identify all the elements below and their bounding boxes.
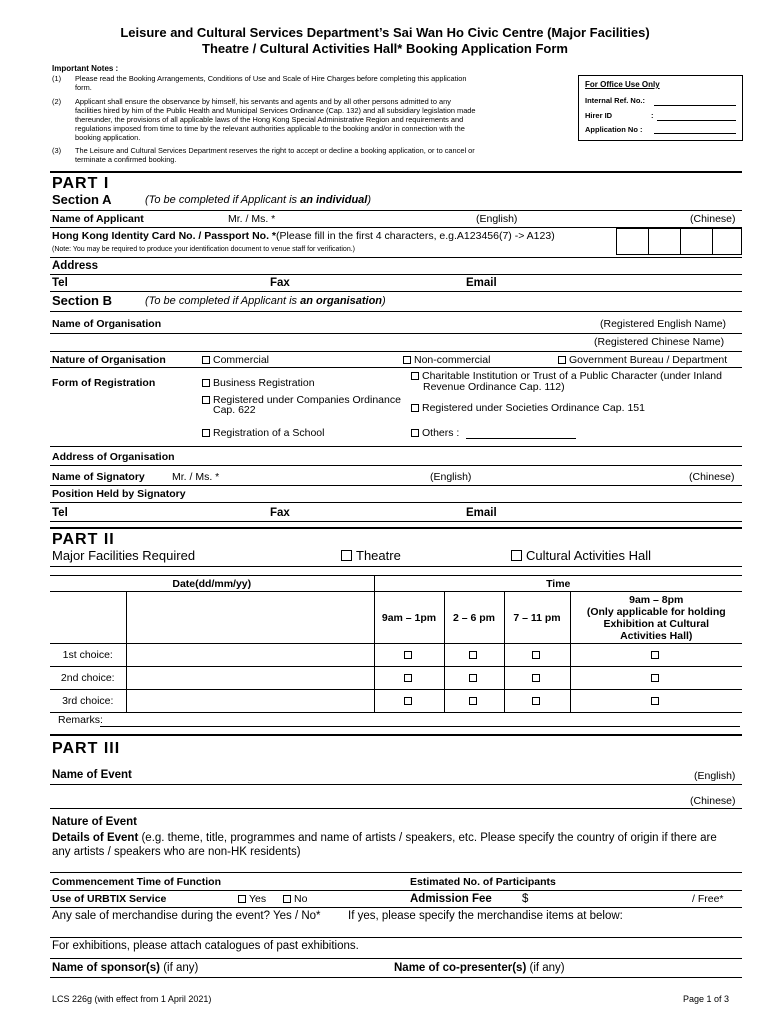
rule [50,257,742,258]
rule [50,890,742,891]
theatre-checkbox[interactable] [341,550,352,561]
date-header: Date(dd/mm/yy) [50,576,374,592]
part1-title: PART I [52,175,110,192]
choice-3-slot2[interactable] [444,690,504,713]
part2-title: PART II [52,531,115,548]
merchandise-if-yes: If yes, please specify the merchandise items at below: [348,910,623,922]
applicant-chinese: (Chinese) [690,213,736,225]
position-label: Position Held by Signatory [52,488,186,500]
note-3: The Leisure and Cultural Services Department reserves the right to accept or decline a booking application, or to cancel or terminate a confirmed booking. [75,146,475,164]
table-row [50,644,742,667]
form-code: LCS 226g (with effect from 1 April 2021) [52,994,212,1004]
urbtix-yes[interactable]: Yes [238,893,266,905]
rule [50,274,742,275]
event-chinese: (Chinese) [690,795,736,807]
fax-label: Fax [270,277,290,289]
divider [680,228,681,255]
gov-option[interactable]: Government Bureau / Department [558,354,727,366]
slot-1-header: 9am – 1pm [374,592,444,644]
urbtix-yes-checkbox[interactable] [238,895,246,903]
slot-4-header: 9am – 8pm (Only applicable for holding Exhibition at Cultural Activities Hall) [570,592,742,644]
choice-1-slot4[interactable] [570,644,742,667]
applicant-title: Mr. / Ms. * [228,213,276,225]
choice-3-slot3[interactable] [504,690,570,713]
time-header: Time [374,576,742,592]
remarks-field[interactable] [100,726,740,727]
notes-heading: Important Notes : [52,64,119,73]
charitable-checkbox[interactable] [411,372,419,380]
choice-1-slot2[interactable] [444,644,504,667]
applicant-name-label: Name of Applicant [52,213,144,225]
facilities-label: Major Facilities Required [52,548,196,563]
noncommercial-checkbox[interactable] [403,356,411,364]
choice-2-slot4[interactable] [570,667,742,690]
org-reg-english: (Registered English Name) [600,318,727,330]
event-name-label: Name of Event [52,769,132,781]
sectionA-note: (To be completed if Applicant is an individual) [145,194,372,206]
form-title-line2: Theatre / Cultural Activities Hall* Booking Application Form [202,41,568,56]
gov-checkbox[interactable] [558,356,566,364]
form-reg-label: Form of Registration [52,377,156,389]
urbtix-label: Use of URBTIX Service [52,893,167,905]
business-checkbox[interactable] [202,379,210,387]
divider [648,228,649,255]
others-field[interactable] [466,438,576,439]
checkbox-icon[interactable] [651,651,659,659]
others-option[interactable]: Others : [411,427,459,439]
checkbox-icon[interactable] [469,651,477,659]
org-reg-chinese: (Registered Chinese Name) [594,336,725,348]
theatre-option[interactable]: Theatre [341,548,401,563]
slot-3-header: 7 – 11 pm [504,592,570,644]
rule [50,977,742,978]
checkbox-icon[interactable] [651,697,659,705]
charitable-option[interactable]: Charitable Institution or Trust of a Public Character (under Inland Revenue Ordinance Cap. 112) [411,371,741,393]
choice-2-date[interactable] [126,667,374,690]
date-blank [50,592,126,644]
admission-free: / Free* [692,893,724,905]
hirer-id-field[interactable] [657,120,736,121]
sectionA-title: Section A [52,192,112,207]
hkid-label: Hong Kong Identity Card No. / Passport No. *(Please fill in the first 4 characters, e.g.A123456(7) -> A123) [52,230,555,242]
form-title-line1: Leisure and Cultural Services Department’s Sai Wan Ho Civic Centre (Major Facilities) [120,25,650,40]
checkbox-icon[interactable] [404,674,412,682]
part1-rule [50,171,742,173]
org-address-label: Address of Organisation [52,451,175,463]
commencement-label: Commencement Time of Function [52,876,221,888]
choice-3-slot4[interactable] [570,690,742,713]
checkbox-icon[interactable] [532,651,540,659]
office-use-heading: For Office Use Only [585,80,660,89]
org-email-label: Email [466,507,497,519]
rule [50,566,742,567]
rule [50,521,742,522]
checkbox-icon[interactable] [532,674,540,682]
org-name-label: Name of Organisation [52,318,162,330]
note-1-num: (1) [52,74,62,83]
cah-checkbox[interactable] [511,550,522,561]
others-checkbox[interactable] [411,429,419,437]
address-label: Address [52,260,99,272]
office-use-box [578,75,743,141]
urbtix-no-checkbox[interactable] [283,895,291,903]
slot-2-header: 2 – 6 pm [444,592,504,644]
page-number: Page 1 of 3 [683,994,730,1004]
checkbox-icon[interactable] [532,697,540,705]
checkbox-icon[interactable] [404,697,412,705]
commercial-option[interactable]: Commercial [202,354,269,366]
checkbox-icon[interactable] [469,674,477,682]
choice-3-slot1[interactable] [374,690,444,713]
note-3-num: (3) [52,146,62,155]
choice-1-slot3[interactable] [504,644,570,667]
cah-option[interactable]: Cultural Activities Hall [511,548,651,563]
signatory-label: Name of Signatory [52,471,145,483]
rule [50,210,742,211]
choice-1-label: 1st choice: [50,644,126,667]
divider [712,228,713,255]
commercial-checkbox[interactable] [202,356,210,364]
copresenter-label: Name of co-presenter(s) (if any) [394,962,565,974]
nature-label: Nature of Organisation [52,354,166,366]
school-checkbox[interactable] [202,429,210,437]
choice-2-label: 2nd choice: [50,667,126,690]
signatory-english: (English) [430,471,472,483]
hirer-id-label: Hirer ID [585,111,613,120]
choice-3-date[interactable] [126,690,374,713]
checkbox-icon[interactable] [651,674,659,682]
participants-label: Estimated No. of Participants [410,876,556,888]
application-no-label: Application No : [585,125,643,134]
rule [50,958,742,959]
tel-label: Tel [52,277,68,289]
rule [50,351,742,352]
merchandise-question: Any sale of merchandise during the event? Yes / No* [52,910,321,922]
remarks-label: Remarks: [58,714,103,726]
business-option[interactable]: Business Registration [202,377,315,389]
event-english: (English) [694,770,736,782]
table-row [50,667,742,690]
part3-title: PART III [52,740,121,757]
rule [50,367,742,368]
sectionB-note: (To be completed if Applicant is an organisation) [145,295,386,307]
note-2-num: (2) [52,97,62,106]
rule [50,502,742,503]
checkbox-icon[interactable] [469,697,477,705]
admission-label: Admission Fee [410,893,492,905]
org-tel-label: Tel [52,507,68,519]
table-row [50,690,742,713]
application-no-field[interactable] [654,133,736,134]
details-event-label: Details of Event (e.g. theme, title, programmes and name of artists / speakers, etc. Please specify the country of origin if there are any artists / speakers who are non-HK residents) [52,832,717,858]
date-blank [126,592,374,644]
note-1: Please read the Booking Arrangements, Conditions of Use and Scale of Hire Charges before completing this application form. [75,74,467,92]
rule [50,937,742,938]
rule [50,907,742,908]
exhibitions-note: For exhibitions, please attach catalogues of past exhibitions. [52,940,359,952]
societies-checkbox[interactable] [411,404,419,412]
hkid-input-box[interactable] [616,228,742,255]
sectionB-title: Section B [52,293,112,308]
internal-ref-label: Internal Ref. No.: [585,96,646,105]
rule [50,784,742,785]
societies-option[interactable]: Registered under Societies Ordinance Cap. 151 [411,402,645,414]
companies-option[interactable]: Registered under Companies Ordinance Cap. 622 [202,395,401,415]
hirer-id-colon: : [651,111,654,120]
rule [50,333,742,334]
choice-2-slot3[interactable] [504,667,570,690]
part2-rule [50,527,742,529]
email-label: Email [466,277,497,289]
admission-dollar: $ [522,893,529,905]
rule [50,446,742,447]
choice-2-slot2[interactable] [444,667,504,690]
signatory-title: Mr. / Ms. * [172,471,220,483]
choice-2-slot1[interactable] [374,667,444,690]
rule [50,872,742,873]
noncommercial-option[interactable]: Non-commercial [403,354,490,366]
companies-checkbox[interactable] [202,396,210,404]
rule [50,291,742,292]
org-fax-label: Fax [270,507,290,519]
note-2: Applicant shall ensure the observance by himself, his servants and agents and by all other persons admitted to any facilities hired by him of the Public Health and Municipal Services Ordinance (Cap. 132) and all subsidiary legislation made thereunder, the provisions of all applicable laws of the Hong Kong Special Administrative Region and requirements and regulations imposed from time to time by the relevant authorities applicable to the booking and/or in connection with the booking application. [75,97,476,142]
rule [50,808,742,809]
nature-event-label: Nature of Event [52,816,137,828]
sponsor-label: Name of sponsor(s) (if any) [52,962,199,974]
urbtix-no[interactable]: No [283,893,307,905]
applicant-english: (English) [476,213,518,225]
rule [50,485,742,486]
rule [50,311,742,312]
choice-3-label: 3rd choice: [50,690,126,713]
part3-rule [50,734,742,736]
signatory-chinese: (Chinese) [689,471,735,483]
choice-1-slot1[interactable] [374,644,444,667]
choice-1-date[interactable] [126,644,374,667]
checkbox-icon[interactable] [404,651,412,659]
booking-time-table [50,575,742,713]
school-option[interactable]: Registration of a School [202,427,324,439]
hkid-note: (Note: You may be required to produce your identification document to venue staff for verification.) [52,246,355,253]
internal-ref-field[interactable] [654,105,736,106]
rule [50,465,742,466]
